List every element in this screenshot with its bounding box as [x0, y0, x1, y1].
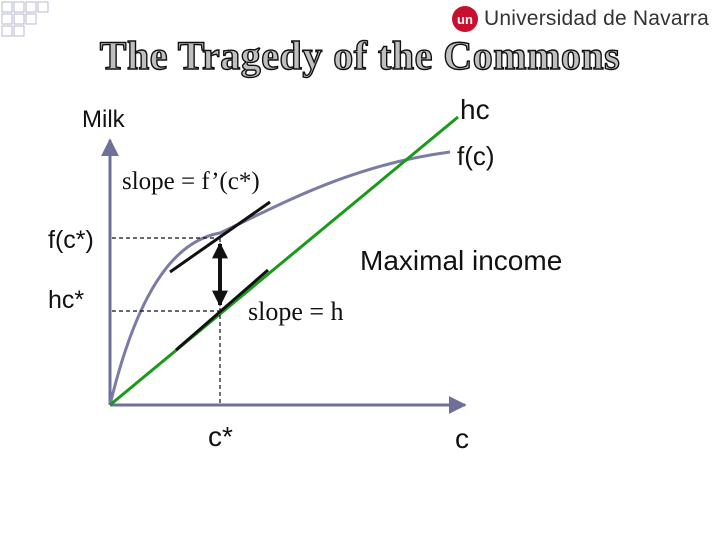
curve-label: f(c)	[457, 141, 495, 171]
logo-text: Universidad de Navarra	[484, 7, 710, 30]
line-label: hc	[460, 94, 490, 125]
maximal-income-label: Maximal income	[360, 245, 563, 276]
y-axis-label: Milk	[82, 106, 125, 133]
y-tick-fc-star: f(c*)	[48, 226, 94, 254]
slide-title: The Tragedy of the Commons	[99, 33, 621, 78]
tangent-slope-label: slope = f’(c*)	[122, 168, 260, 195]
line-slope-label: slope = h	[248, 297, 344, 326]
y-tick-hc-star: hc*	[48, 286, 85, 314]
x-axis-label: c	[455, 423, 469, 454]
logo-badge: un	[452, 6, 478, 32]
x-tick-c-star: c*	[208, 421, 233, 452]
